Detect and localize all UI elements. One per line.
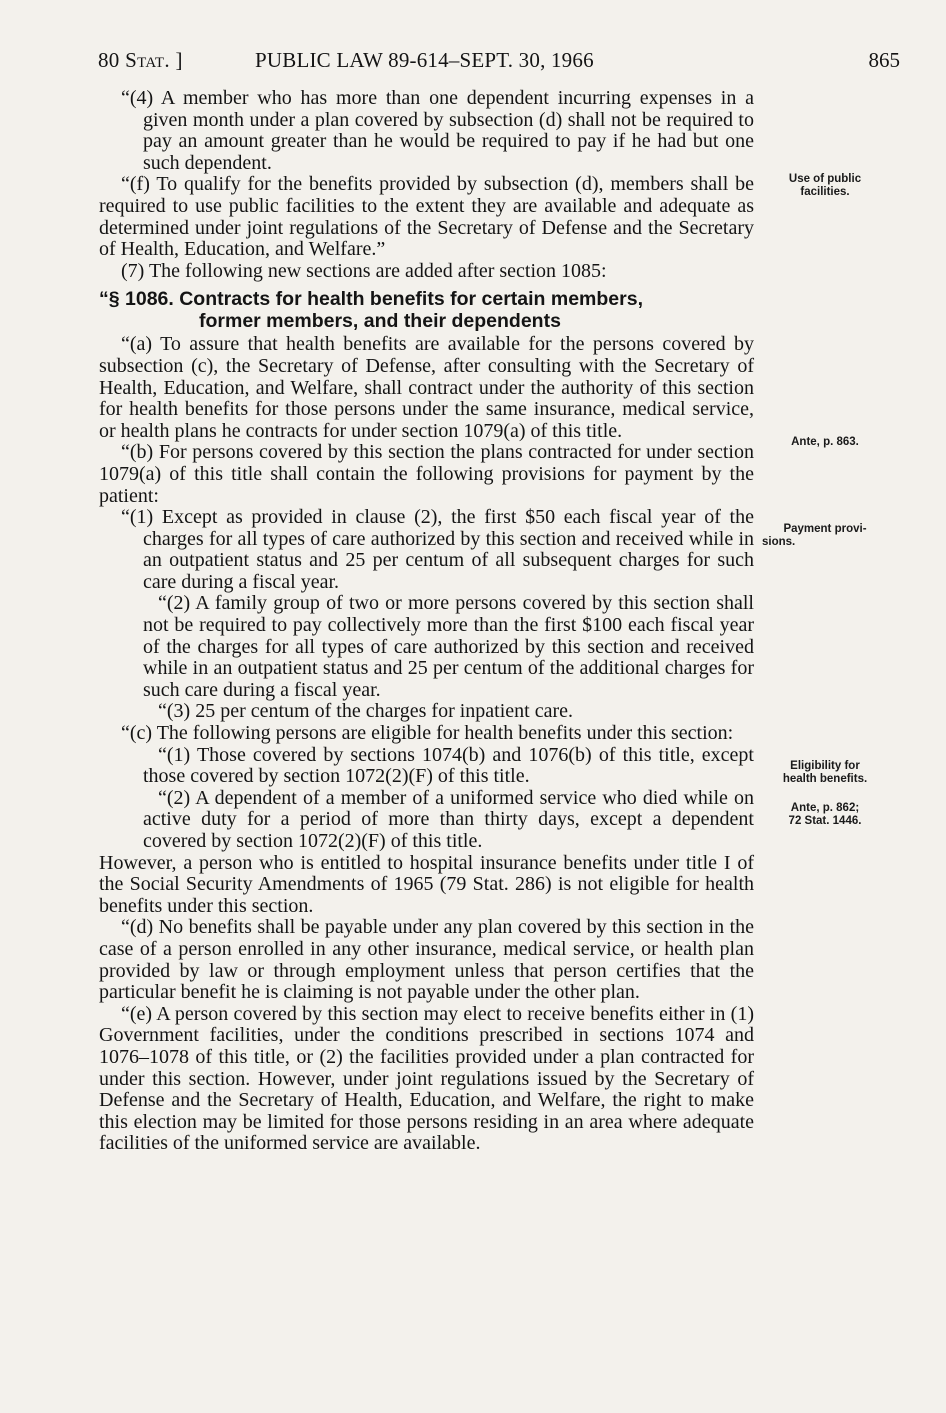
paragraph-c: “(c) The following persons are eligible for health benefits under this section: [121,722,734,745]
margin-note-line: Ante, p. 862; [790,802,860,814]
margin-note-line: Ante, p. 863. [791,436,859,448]
page-number: 865 [868,48,900,72]
paragraph-b1: “(1) Except as provided in clause (2), the first $50 each fiscal year of the charges for all types of care authorized by this section and received while in an outpatient status and 25 per centum of all subsequent charges for such care during a fiscal year. [121,506,754,593]
margin-note-use-public-facilities [760,173,890,199]
margin-note-eligibility [760,760,890,786]
margin-note-ante-863 [760,436,890,449]
margin-note-line: sions. [762,536,796,548]
paragraph-a: “(a) To assure that health benefits are available for the persons covered by subsection (c), the Secretary of Defense, after consulting with the Secretary of Health, Education, and Welfare, shall contract under the authority of this section for health benefits for those persons under the same insurance, medical service, or health plans he contracts for under section 1079(a) of this title. [99,333,754,442]
section-heading-line2: former members, and their dependents [199,310,561,333]
paragraph-7: (7) The following new sections are added after section 1085: [121,259,607,282]
margin-note-line: health benefits. [782,773,868,785]
body-text [99,88,754,1155]
margin-note-line: facilities. [800,186,850,198]
paragraph-d4: “(4) A member who has more than one dependent incurring expenses in a given month under a plan covered by subsection (d) shall not be required to pay an amount greater than he would be required to pay if he had but one such dependent. [121,87,754,174]
margin-note-line: 72 Stat. 1446. [788,815,862,827]
running-header [98,48,904,74]
volume-bracket: ] [175,48,183,72]
law-title: PUBLIC LAW 89-614–SEPT. 30, 1966 [255,48,594,72]
paragraph-b2: “(2) A family group of two or more persons covered by this section shall not be required to pay collectively more than the first $100 each fiscal year of the charges for all types of care authorized by this section and received while in an outpatient status and 25 per centum of the additional charges for such care during a fiscal year. [143,592,754,701]
section-heading [99,288,754,332]
paragraph-however: However, a person who is entitled to hospital insurance benefits under title I of the Social Security Amendments of 1965 (79 Stat. 286) is not eligible for health benefits under this section. [99,851,754,917]
margin-note-payment-provisions [760,523,890,549]
section-heading-line1: “§ 1086. Contracts for health benefits for certain members, [99,288,644,311]
paragraph-c2: “(2) A dependent of a member of a uniformed service who died while on active duty for a period of more than thirty days, except a dependent covered by section 1072(2)(F) of this title. [143,786,754,852]
margin-note-line: Use of public [788,173,862,185]
margin-note-ante-862 [760,802,890,828]
margin-note-line: Payment provi- [783,523,867,535]
margin-note-line: Eligibility for [790,760,860,772]
paragraph-f: “(f) To qualify for the benefits provided by subsection (d), members shall be required to use public facilities to the extent they are available and adequate as determined under joint regulations of the Secretary of Defense and the Secretary of Health, Education, and Welfare.” [99,173,754,261]
paragraph-d: “(d) No benefits shall be payable under any plan covered by this section in the case of a person enrolled in any other insurance, medical service, or health plan provided by law or through employment unless that person certifies that the particular benefit he is claiming is not payable under the other plan. [99,916,754,1004]
paragraph-c1: “(1) Those covered by sections 1074(b) and 1076(b) of this title, except those covered by section 1072(2)(F) of this title. [143,743,754,788]
paragraph-b3: “(3) 25 per centum of the charges for inpatient care. [158,700,573,723]
volume-number: 80 [98,48,120,72]
statute-volume [98,48,183,73]
volume-word: Stat. [125,48,170,72]
paragraph-b: “(b) For persons covered by this section the plans contracted for under section 1079(a) of this title shall contain the following provisions for payment by the patient: [99,441,754,507]
paragraph-e: “(e) A person covered by this section may elect to receive benefits either in (1) Government facilities, under the conditions prescribed in sections 1074 and 1076–1078 of this title, or (2) the facilities provided under a plan contracted for under this section. However, under joint regulations issued by the Secretary of Defense and the Secretary of Health, Education, and Welfare, the right to make this election may be limited for those persons residing in an area where adequate facilities of the uniformed service are available. [99,1002,754,1155]
